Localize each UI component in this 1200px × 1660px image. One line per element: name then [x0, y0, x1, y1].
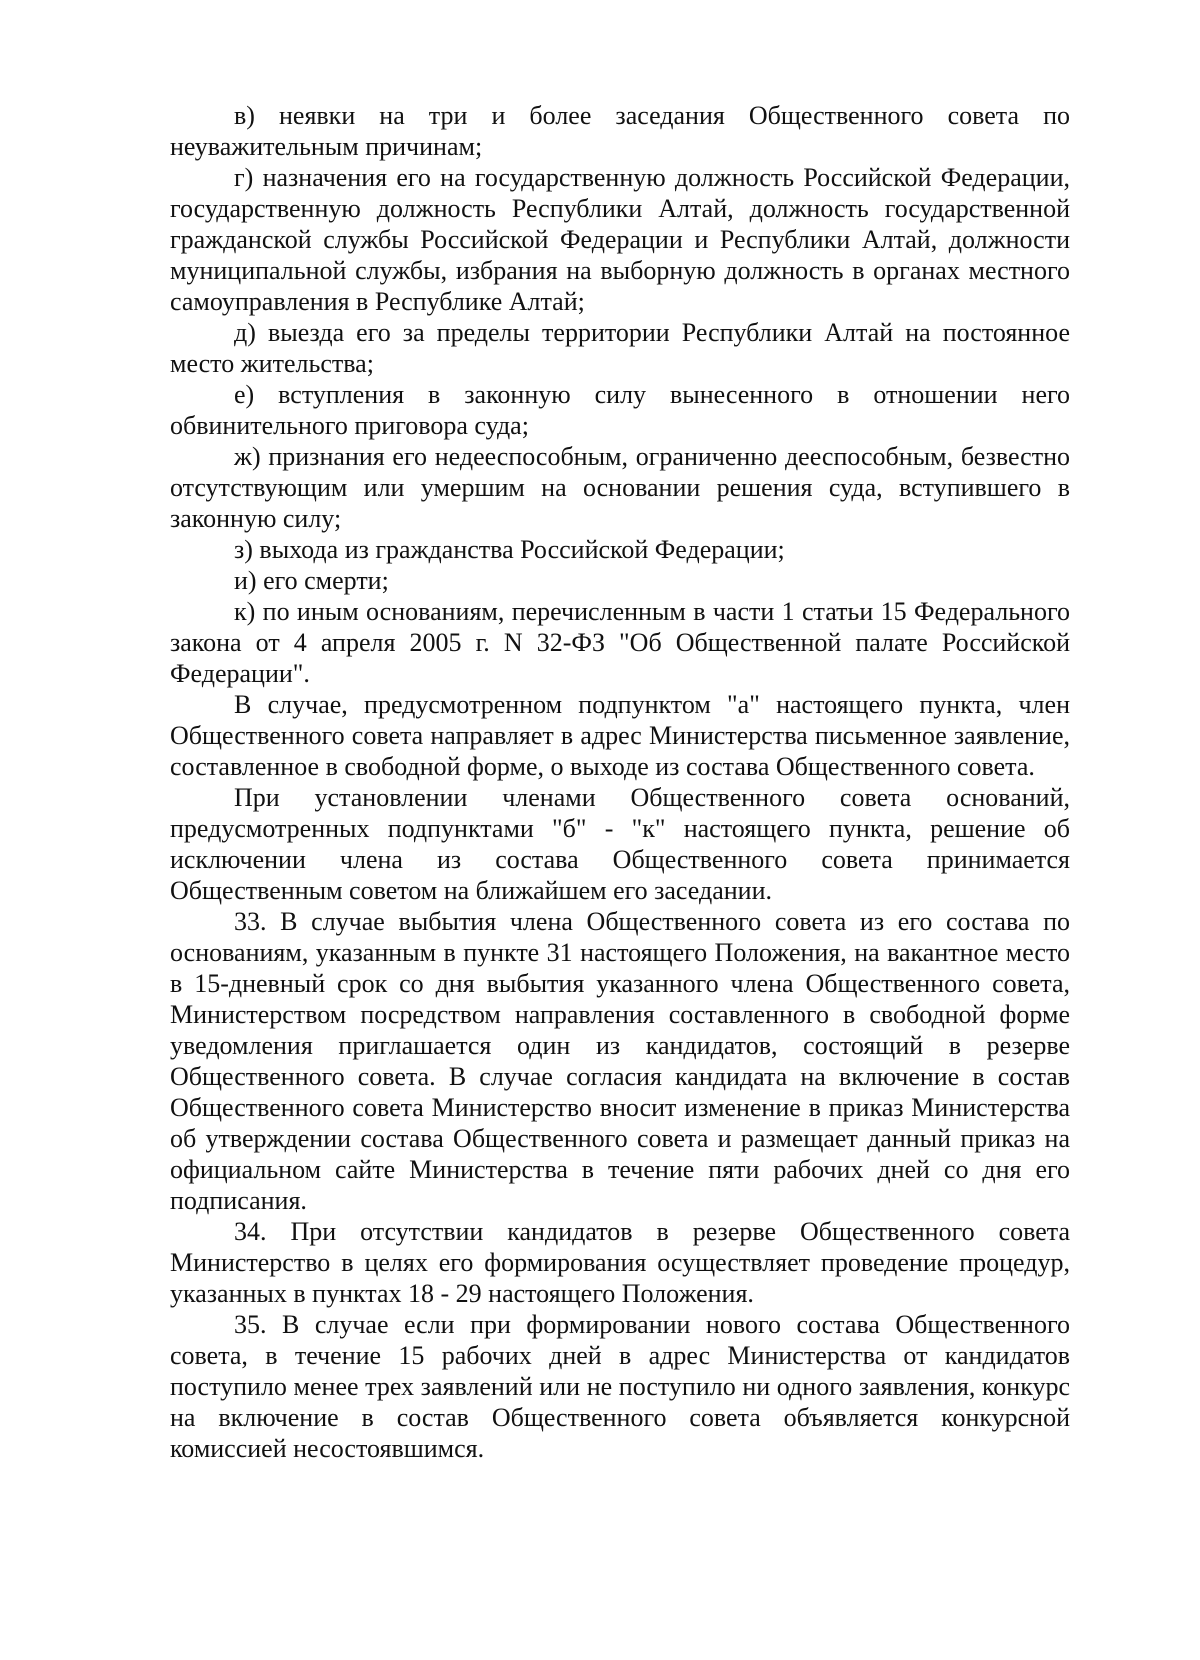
document-body [170, 100, 1070, 1464]
paragraph-resignation: В случае, предусмотренном подпунктом "а" настоящего пункта, член Общественного совета направляет в адрес Министерства письменное заявление, составленное в свободной форме, о выходе из состава Общественного совета. [170, 690, 1070, 781]
item-e: е) вступления в законную силу вынесенного в отношении него обвинительного приговора суда; [170, 380, 1070, 440]
paragraph-exclusion: При установлении членами Общественного совета оснований, предусмотренных подпунктами "б" - "к" настоящего пункта, решение об исключении члена из состава Общественного совета принимается Общественным советом на ближайшем его заседании. [170, 783, 1070, 905]
item-k: к) по иным основаниям, перечисленным в части 1 статьи 15 Федерального закона от 4 апреля 2005 г. N 32-ФЗ "Об Общественной палате Российской Федерации". [170, 597, 1070, 688]
item-g: г) назначения его на государственную должность Российской Федерации, государственную должность Республики Алтай, должность государственной гражданской службы Российской Федерации и Республики Алтай, должности муниципальной службы, избрания на выборную должность в органах местного самоуправления в Республике Алтай; [170, 163, 1070, 316]
clause-34: 34. При отсутствии кандидатов в резерве Общественного совета Министерство в целях его формирования осуществляет проведение процедур, указанных в пунктах 18 - 29 настоящего Положения. [170, 1217, 1070, 1308]
item-i: и) его смерти; [234, 566, 389, 595]
item-d: д) выезда его за пределы территории Республики Алтай на постоянное место жительства; [170, 318, 1070, 378]
item-v: в) неявки на три и более заседания Общественного совета по неуважительным причинам; [170, 101, 1070, 161]
item-zh: ж) признания его недееспособным, ограниченно дееспособным, безвестно отсутствующим или умершим на основании решения суда, вступившего в законную силу; [170, 442, 1070, 533]
clause-33: 33. В случае выбытия члена Общественного совета из его состава по основаниям, указанным в пункте 31 настоящего Положения, на вакантное место в 15-дневный срок со дня выбытия указанного члена Общественного совета, Министерством посредством направления составленного в свободной форме уведомления приглашается один из кандидатов, состоящий в резерве Общественного совета. В случае согласия кандидата на включение в состав Общественного совета Министерство вносит изменение в приказ Министерства об утверждении состава Общественного совета и размещает данный приказ на официальном сайте Министерства в течение пяти рабочих дней со дня его подписания. [170, 907, 1070, 1215]
clause-35: 35. В случае если при формировании нового состава Общественного совета, в течение 15 рабочих дней в адрес Министерства от кандидатов поступило менее трех заявлений или не поступило ни одного заявления, конкурс на включение в состав Общественного совета объявляется конкурсной комиссией несостоявшимся. [170, 1310, 1070, 1463]
item-z: з) выхода из гражданства Российской Федерации; [234, 535, 785, 564]
